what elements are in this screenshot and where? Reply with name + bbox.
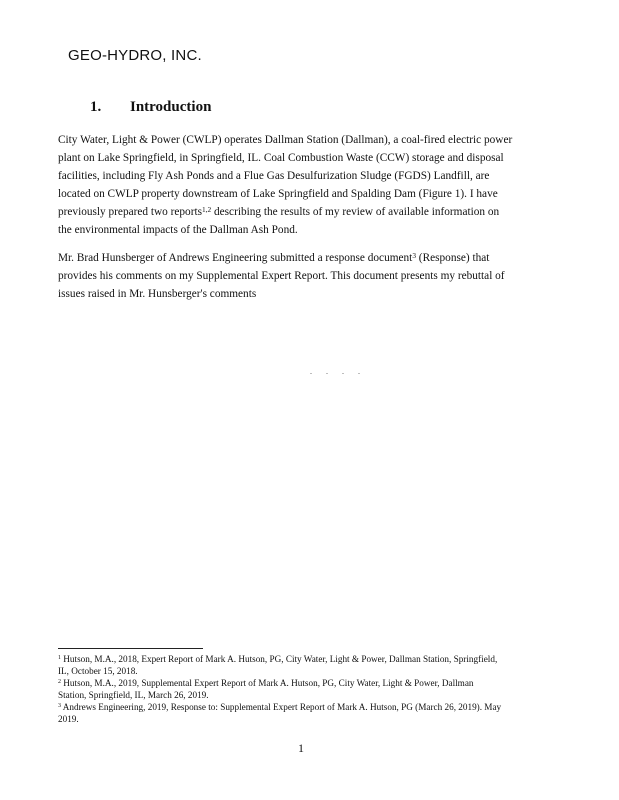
company-header: GEO-HYDRO, INC.: [68, 47, 202, 64]
footnote-marker: 2: [58, 679, 61, 686]
paragraph-line: issues raised in Mr. Hunsberger's comments: [58, 288, 257, 300]
introduction-paragraph-2: [58, 249, 558, 303]
footnote-line: IL, October 15, 2018.: [58, 665, 138, 676]
page-number: 1: [298, 741, 304, 755]
footnote-line: Station, Springfield, IL, March 26, 2019.: [58, 689, 209, 700]
footnote-text: Andrews Engineering, 2019, Response to: Supplemental Expert Report of Mark A. Hutson, PG (March 26, 2019). May: [60, 702, 502, 712]
paragraph-line: [58, 203, 558, 221]
footnote-line: [58, 654, 558, 666]
footnote-reference[interactable]: 3: [412, 250, 416, 260]
paragraph-line: the environmental impacts of the Dallman Ash Pond.: [58, 224, 298, 236]
paragraph-line: plant on Lake Springfield, in Springfield, IL. Coal Combustion Waste (CCW) storage and disposal: [58, 152, 504, 164]
footnote-1: [58, 654, 558, 677]
paragraph-text: Mr. Brad Hunsberger of Andrews Engineering submitted a response document: [58, 252, 413, 264]
section-number: 1.: [90, 99, 102, 115]
footnotes: [58, 654, 558, 726]
introduction-paragraph-1: [58, 131, 558, 239]
footnote-divider: [58, 648, 203, 649]
footnote-marker: 3: [58, 703, 61, 710]
footnote-3: [58, 702, 558, 725]
footnote-text: Hutson, M.A., 2018, Expert Report of Mark A. Hutson, PG, City Water, Light & Power, Dallman Station, Springfield,: [60, 654, 498, 664]
paragraph-line: [58, 249, 558, 267]
paragraph-line: provides his comments on my Supplemental Expert Report. This document presents my rebuttal of: [58, 270, 505, 282]
footnote-line: [58, 702, 558, 714]
section-heading: [90, 99, 211, 116]
paragraph-text: previously prepared two reports: [58, 206, 202, 218]
paragraph-text: (Response) that: [415, 252, 490, 264]
paragraph-line: facilities, including Fly Ash Ponds and a Flue Gas Desulfurization Sludge (FGDS) Landfill, are: [58, 170, 490, 182]
footnote-2: [58, 678, 558, 701]
separator-dots: . . . .: [310, 367, 366, 376]
footnote-marker: 1: [58, 655, 61, 662]
footnote-line: [58, 678, 558, 690]
paragraph-text: describing the results of my review of available information on: [211, 206, 500, 218]
paragraph-line: City Water, Light & Power (CWLP) operates Dallman Station (Dallman), a coal-fired electric power: [58, 134, 513, 146]
footnote-text: Hutson, M.A., 2019, Supplemental Expert Report of Mark A. Hutson, PG, City Water, Light & Power, Dallman: [60, 678, 474, 688]
paragraph-line: located on CWLP property downstream of Lake Springfield and Spalding Dam (Figure 1). I have: [58, 188, 498, 200]
footnote-reference[interactable]: 1,2: [202, 204, 212, 214]
section-title: Introduction: [130, 99, 212, 115]
footnote-line: 2019.: [58, 713, 79, 724]
